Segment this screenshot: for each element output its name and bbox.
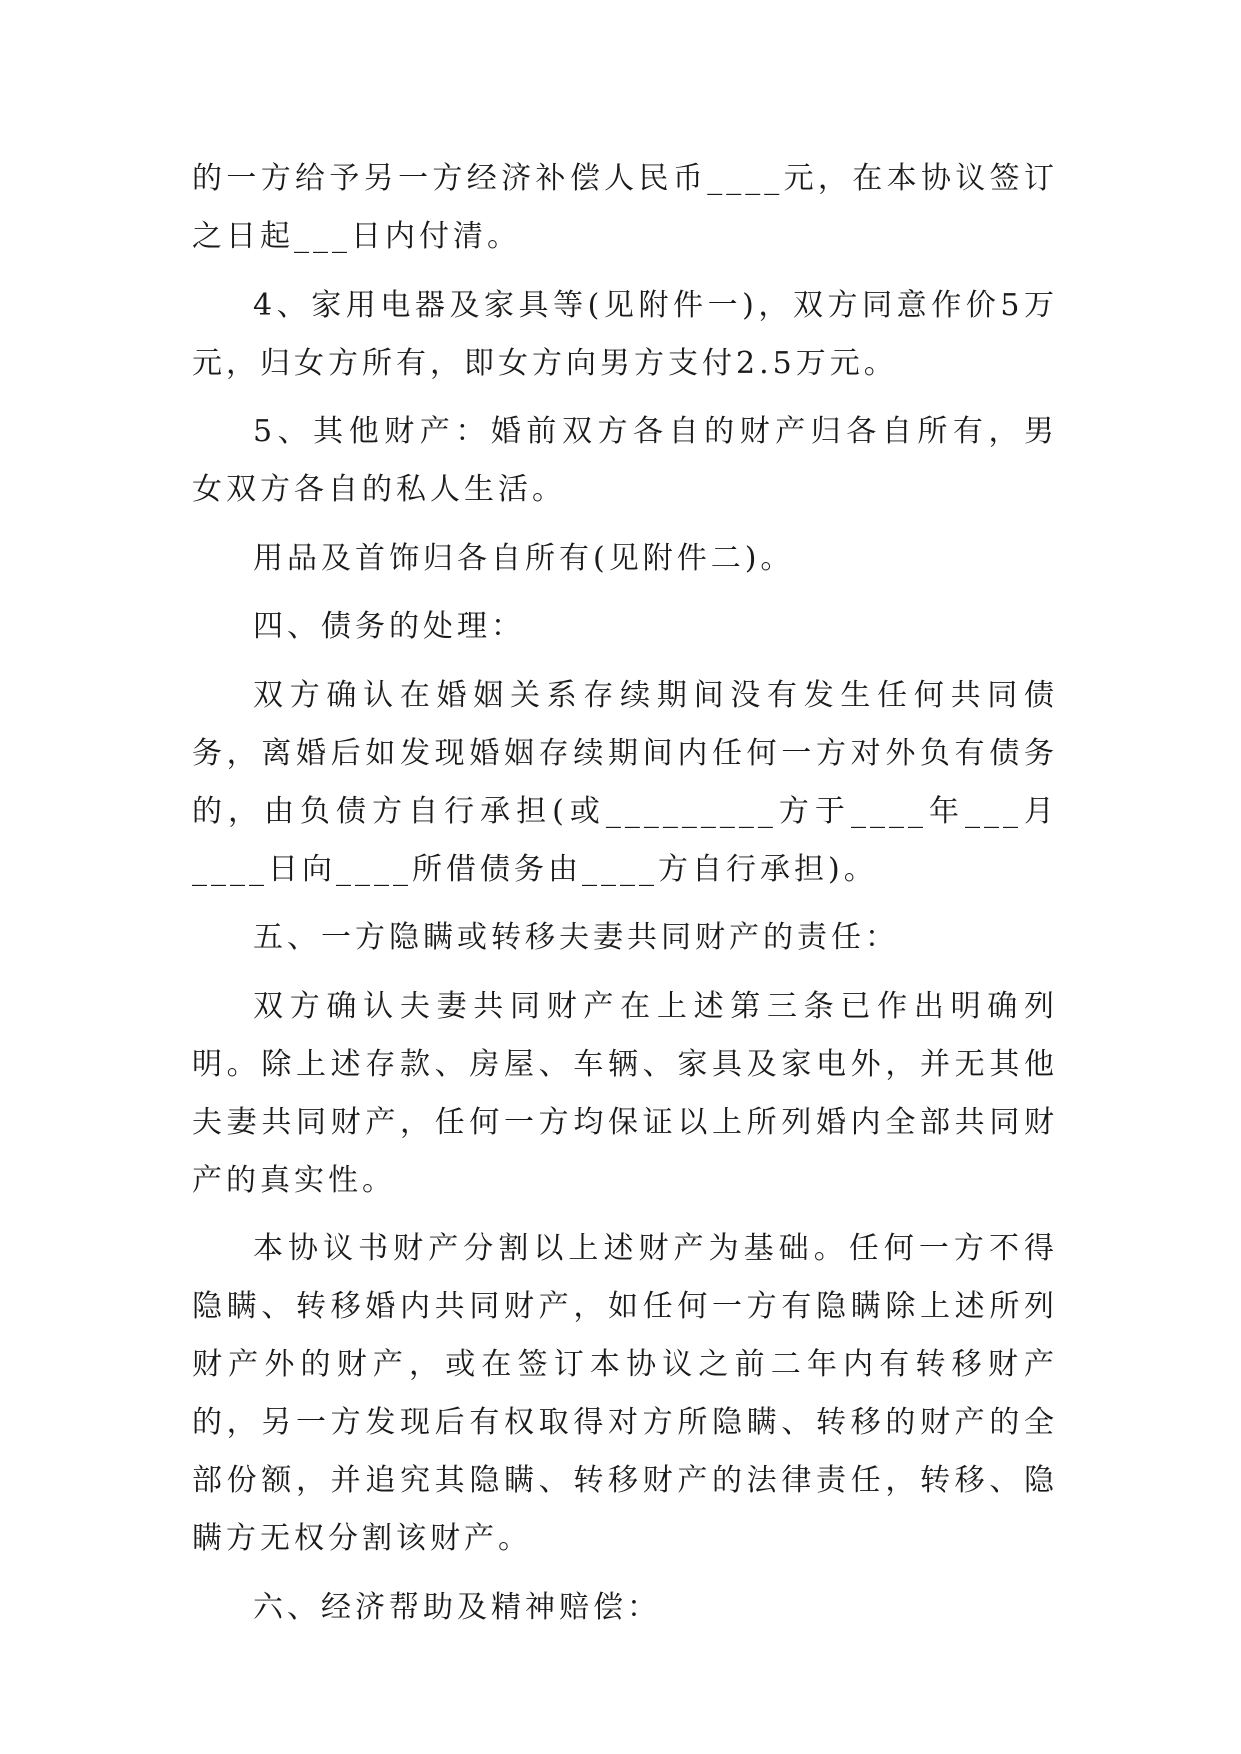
- document-body: [192, 150, 1058, 1637]
- paragraph-joint-property-confirmation: 双方确认夫妻共同财产在上述第三条已作出明确列明。除上述存款、房屋、车辆、家具及家电外，并无其他夫妻共同财产，任何一方均保证以上所列婚内全部共同财产的真实性。: [192, 988, 1058, 1198]
- paragraph-appliances-furniture: 4、家用电器及家具等(见附件一)，双方同意作价5万元，归女方所有，即女方向男方支付2.5万元。: [192, 287, 1058, 381]
- paragraph-personal-items: 用品及首饰归各自所有(见附件二)。: [253, 540, 795, 576]
- paragraph-compensation-continued: 的一方给予另一方经济补偿人民币____元，在本协议签订之日起___日内付清。: [192, 161, 1058, 254]
- paragraph-concealment-liability: 本协议书财产分割以上述财产为基础。任何一方不得隐瞒、转移婚内共同财产，如任何一方有隐瞒除上述所列财产外的财产，或在签订本协议之前二年内有转移财产的，另一方发现后有权取得对方所隐瞒、转移的财产的全部份额，并追究其隐瞒、转移财产的法律责任，转移、隐瞒方无权分割该财产。: [192, 1231, 1058, 1556]
- section-heading-economic-help: 六、经济帮助及精神赔偿：: [253, 1589, 661, 1625]
- section-heading-concealment: 五、一方隐瞒或转移夫妻共同财产的责任：: [253, 920, 899, 955]
- paragraph-other-property: 5、其他财产：婚前双方各自的财产归各自所有，男女双方各自的私人生活。: [192, 414, 1058, 507]
- paragraph-debts: 双方确认在婚姻关系存续期间没有发生任何共同债务，离婚后如发现婚姻存续期间内任何一方对外负有债务的，由负债方自行承担(或_________方于____年___月____日向____所借债务由____方自行承担)。: [192, 677, 1058, 887]
- section-heading-debts: 四、债务的处理：: [253, 609, 525, 644]
